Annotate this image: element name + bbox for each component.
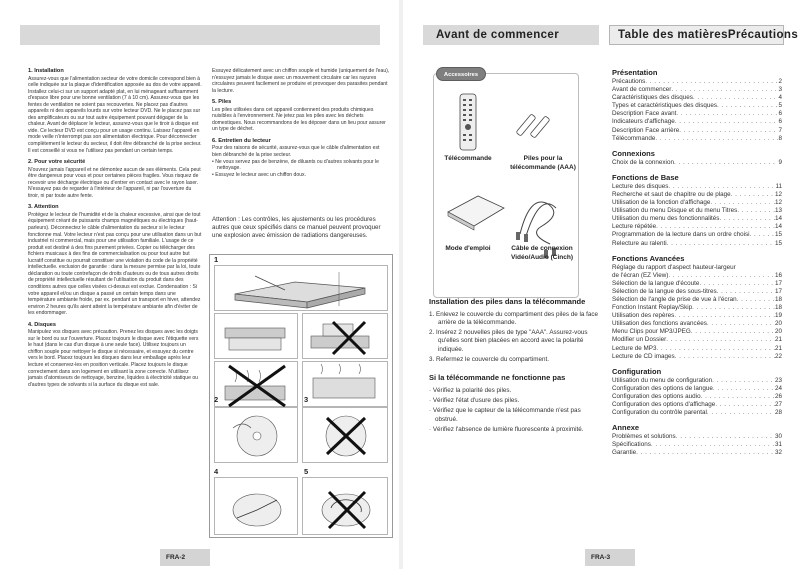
toc-entry-title: Spécifications — [612, 441, 651, 449]
toc-leader-dots — [675, 353, 775, 361]
toc-entry-page: 5 — [778, 102, 782, 110]
toc-leader-dots — [656, 223, 775, 231]
toc-leader-dots — [715, 401, 775, 409]
dvd-player-drawing — [215, 266, 389, 312]
toc-entry-title: Fonction Instant Replay/Skip — [612, 304, 693, 312]
toc-entry-title: Configuration des options audio — [612, 392, 701, 400]
accessory-caption-remote: Télécommande — [444, 155, 492, 162]
toc-entry[interactable] — [612, 191, 782, 199]
toc-entry[interactable] — [612, 183, 782, 191]
disc-handling-drawing — [215, 408, 299, 464]
toc-entry[interactable] — [612, 215, 782, 223]
toc-leader-dots — [710, 199, 775, 207]
laser-warning: Attention : Les contrôles, les ajustements ou les procédures autres que ceux spécifiés dans ce manuel peuvent provoquer une explosion avec émission de radiations dangereuses. — [212, 216, 381, 239]
precaution-heading: 2. Pour votre sécurité — [28, 159, 86, 166]
toc-entry[interactable] — [612, 240, 782, 248]
toc-leader-dots — [675, 118, 779, 126]
toc-entry[interactable] — [612, 86, 782, 94]
toc-leader-dots — [737, 296, 775, 304]
install-step: 1. Enlevez le couvercle du compartiment des piles de la face arrière de la télécommande. — [429, 310, 599, 326]
toc-entry[interactable] — [612, 118, 782, 126]
toc-entry-title: Utilisation du menu des fonctionnalités — [612, 215, 720, 223]
toc-section-heading: Annexe — [612, 423, 640, 433]
precaution-figures — [209, 254, 393, 538]
toc-leader-dots — [707, 409, 775, 417]
figure-number: 5 — [304, 467, 309, 476]
precaution-heading: 4. Disques — [28, 321, 56, 328]
toc-leader-dots — [667, 240, 775, 248]
toc-entry[interactable] — [612, 377, 782, 385]
precaution-heading: 5. Piles — [212, 99, 232, 106]
toc-leader-dots — [731, 191, 775, 199]
entretien-bullet: • Ne vous servez pas de benzène, de diluants ou d'autres solvants pour le nettoyage. — [212, 158, 379, 172]
toc-entry-page: 7 — [778, 126, 782, 134]
toc-entry-page: 14 — [774, 215, 782, 223]
toc-entry[interactable] — [612, 135, 782, 143]
toc-entry[interactable] — [612, 433, 782, 441]
toc-section-heading: Fonctions Avancées — [612, 253, 685, 263]
accessories-panel — [433, 73, 579, 298]
precautions-column-1 — [28, 68, 202, 388]
precaution-text: Manipulez vos disques avec précaution. Prenez les disques avec les doigts sur le bord ou sur l'ouverture. Placez toujours le disque avec l'étiquette vers le haut (dans le cas d'un disque à une seule face). Utilisez toujours un chiffon souple pour nettoyer le disque si nécessaire, et essuyez du centre vers le bord. Placez toujours les disques dans leur emballage après leur lecture et conservez-les en position verticale. Placez toujours le disque correctement dans son logement en utilisant la zone correcte. N'utilisez jamais d'atomiseurs de nettoyage, benzine, liquides à électricité statique ou d'autres types de solvants si la surface du disque est sale. — [28, 329, 199, 388]
toc-entry[interactable] — [612, 272, 782, 280]
toc-entry-page: 13 — [774, 207, 782, 215]
toc-entry-page: 32 — [774, 449, 782, 457]
toc-entry-title: Recherche et saut de chapitre ou de plage — [612, 190, 731, 198]
toc-entry-page: 16 — [774, 271, 782, 279]
toc-leader-dots — [676, 433, 775, 441]
toc-entry-page: 6 — [778, 118, 782, 126]
figure-1-top — [214, 265, 388, 311]
toc-entry[interactable] — [612, 207, 782, 215]
precautions-column-2 — [212, 68, 390, 178]
troubleshoot-check: · Vérifiez que le capteur de la télécommande n'est pas obstrué. — [429, 407, 581, 423]
toc-section-heading: Fonctions de Base — [612, 172, 679, 182]
precaution-text: Essuyez délicatement avec un chiffon souple et humide (uniquement de l'eau), n'essuyez jamais le disque avec un mouvement circulaire car les rayures circulaires peuvent facilement se produire et provoquer des parasites pendant la lecture. — [212, 68, 390, 94]
toc-entry-title: Lecture des disques — [612, 182, 669, 190]
figure-number: 2 — [214, 395, 219, 404]
toc-entry[interactable] — [612, 159, 782, 167]
troubleshoot-check: · Vérifiez l'état d'usure des piles. — [429, 397, 520, 405]
toc-entry[interactable] — [612, 409, 782, 417]
toc-entry[interactable] — [612, 393, 782, 401]
toc-leader-dots — [750, 231, 775, 239]
toc-entry-page: 17 — [774, 279, 782, 287]
toc-entry-title: Description Face avant — [612, 110, 677, 118]
entretien-bullet: • Essuyez le lecteur avec un chiffon doux. — [212, 171, 306, 178]
page-gutter — [399, 0, 403, 569]
figure-2 — [214, 407, 298, 463]
figure-number: 4 — [214, 467, 219, 476]
toc-entry-page: 15 — [774, 231, 782, 239]
toc-entry-title: Utilisation des repères — [612, 312, 675, 320]
toc-leader-dots — [719, 215, 775, 223]
toc-entry-title: Lecture de CD images — [612, 352, 675, 360]
toc-entry[interactable] — [612, 288, 782, 296]
toc-entry[interactable] — [612, 328, 782, 336]
accessory-caption-cable: Câble de connexion Vidéo/Audio (Cinch) — [511, 245, 573, 261]
toc-entry-title: Avant de commencer — [612, 86, 672, 94]
toc-entry-title: Configuration du contrôle parental — [612, 409, 707, 417]
toc-leader-dots — [713, 385, 775, 393]
figure-1b — [302, 313, 388, 359]
toc-entry-page: 18 — [774, 304, 782, 312]
toc-entry-title: Indicateurs d'affichage — [612, 118, 675, 126]
toc-leader-dots — [671, 86, 778, 94]
figure-4 — [214, 477, 298, 535]
toc-entry[interactable] — [612, 449, 782, 457]
toc-entry-page: 12 — [774, 199, 782, 207]
figure-1d — [302, 361, 388, 407]
toc-section-heading: Présentation — [612, 68, 658, 77]
toc-leader-dots — [666, 336, 775, 344]
toc-leader-dots — [636, 449, 775, 457]
toc-entry[interactable] — [612, 94, 782, 102]
toc-entry-page: 23 — [774, 376, 782, 384]
install-step: 3. Refermez le couvercle du compartiment. — [429, 355, 550, 363]
toc-entry[interactable] — [612, 102, 782, 110]
toc-leader-dots — [717, 102, 778, 110]
toc-leader-dots — [693, 94, 779, 102]
toc-entry-page: 17 — [774, 287, 782, 295]
toc-entry[interactable] — [612, 127, 782, 135]
accessories-label: Accessoires — [436, 67, 486, 81]
toc-entry[interactable] — [612, 401, 782, 409]
install-title: Installation des piles dans la télécommande — [429, 297, 586, 306]
toc-leader-dots — [699, 280, 775, 288]
toc-entry-page: 31 — [774, 441, 782, 449]
disc-cleaning-drawing — [215, 478, 299, 536]
toc-leader-dots — [717, 288, 775, 296]
toc-leader-dots — [655, 135, 778, 143]
precaution-text: Protégez le lecteur de l'humidité et de la chaleur excessive, ainsi que de tout équipement créant de puissants champs magnétiques ou électriques (haut-parleurs). Déconnectez le câble d'alimentation du secteur si le lecteur fonctionne mal. Votre lecteur n'est pas conçu pour une utilisation dans un but industriel ni commercial, mais pour une utilisation familiale. L'usage de ce produit est destiné à des fins purement privées. Copier ou télécharger des fichiers musicaux à des fins de commercialisation ou pour tout autre but lucratif constitue ou pourrait constituer une violation du code de la propriété intellectuelle. exclusion de garantie : dans la mesure permise par la loi, toute déclaration ou toute contrefaçon de droits d'auteurs ou de tous autres droits de propriété intellectuelle résultant de l'utilisation du produit dans des conditions autres que celles visées ci-dessus est exclue. Condensation : Si votre appareil et/ou un disque a passé un certain temps dans une température ambiante froide, par ex. pendant un transport en hiver, attendez environ 2 heures qu'ils aient atteint la température ambiante afin d'éviter de les endommager. — [28, 211, 202, 317]
toc-entry-title: Télécommande — [612, 134, 656, 142]
toc-leader-dots — [674, 312, 775, 320]
disc-prohibited-drawing — [303, 408, 389, 464]
toc-entry[interactable] — [612, 110, 782, 118]
precaution-text: Assurez-vous que l'alimentation secteur de votre domicile correspond bien à celle indiquée sur la plaque d'identification apposée au dos de votre appareil. Installez celui-ci sur un support adapté plat, en lui ménageant suffisamment d'espace libre pour une bonne ventilation (7 à 10 cm). Assurez-vous que les fentes de ventilation ne soient pas recouvertes. Ne placez pas d'autres appareils ni des appareils lourds sur votre lecteur DVD. Ne le placez pas sur des amplificateurs ou sur tout autre équipement pouvant dégager de la chaleur. Avant de déplacer le lecteur, assurez-vous que le tiroir à disque est vide. Ce lecteur DVD est conçu pour un usage continu. Laissez l'appareil en mode veille n'interrompt pas son alimentation électrique. Pour déconnecter complètement le lecteur du secteur, il doit être débranché de la prise secteur. Il est conseillé si vous ne l'utilisez pas pendant un certain temps. — [28, 75, 202, 154]
toc-entry-page: 21 — [774, 336, 782, 344]
toc-leader-dots — [737, 207, 775, 215]
battery-install-section — [429, 297, 599, 436]
toc-entry-title: Utilisation du menu Disque et du menu Titres — [612, 207, 738, 215]
figure-1c — [214, 361, 298, 407]
figure-5 — [302, 477, 388, 535]
toc-entry[interactable] — [612, 385, 782, 393]
toc-leader-dots — [645, 78, 778, 86]
figure-number: 1 — [214, 255, 219, 264]
toc-entry-title: Lecture répétée — [612, 223, 657, 231]
toc-leader-dots — [668, 183, 775, 191]
toc-leader-dots — [651, 441, 775, 449]
toc-entry-page: 9 — [778, 158, 782, 166]
toc-entry-page: 19 — [774, 312, 782, 320]
toc-entry-page: 15 — [774, 239, 782, 247]
toc-entry-page: 20 — [774, 320, 782, 328]
page-number-right: FRA-3 — [585, 549, 635, 566]
precaution-heading: 1. Installation — [28, 68, 64, 74]
troubleshoot-check: · Vérifiez la polarité des piles. — [429, 386, 512, 394]
toc-leader-dots — [668, 272, 775, 280]
figure-3 — [302, 407, 388, 463]
toc-entry-title: Sélection de la langue des sous-titres — [612, 287, 717, 295]
toc-entry-page: 21 — [774, 344, 782, 352]
header-bar-left — [20, 25, 380, 45]
toc-entry[interactable] — [612, 304, 782, 312]
toc-leader-dots — [674, 159, 779, 167]
figure-number: 3 — [304, 395, 309, 404]
toc-entry-page: 20 — [774, 328, 782, 336]
toc-entry-page: 26 — [774, 392, 782, 400]
toc-entry-page: 30 — [774, 433, 782, 441]
toc-leader-dots — [676, 110, 778, 118]
toc-entry-page: 28 — [774, 409, 782, 417]
toc-entry-title: Menu Clips pour MP3/JPEG — [612, 328, 691, 336]
install-step: 2. Insérez 2 nouvelles piles de type "AAA". Assurez-vous qu'elles sont bien placées en accord avec la polarité indiquée. — [429, 329, 588, 353]
figure-1a — [214, 313, 298, 359]
toc-entry[interactable] — [612, 78, 782, 86]
table-of-contents — [612, 68, 782, 457]
toc-entry-title: Types et caractéristiques des disques — [612, 102, 718, 110]
disc-wipe-prohibited-drawing — [303, 478, 389, 536]
toc-entry[interactable] — [612, 280, 782, 288]
toc-entry-page: 12 — [774, 190, 782, 198]
toc-entry[interactable] — [612, 336, 782, 344]
toc-entry-page: 6 — [778, 110, 782, 118]
toc-entry[interactable] — [612, 441, 782, 449]
page-number-left: FRA-2 — [160, 549, 210, 566]
precaution-heading: 6. Entretien du lecteur — [212, 137, 271, 144]
toc-entry-page: 18 — [774, 295, 782, 303]
ventilation-drawing — [303, 362, 389, 408]
toc-entry-title: Utilisation des fonctions avancées — [612, 320, 707, 328]
toc-entry[interactable] — [612, 296, 782, 304]
stacked-devices-drawing — [215, 314, 299, 360]
toc-entry-title: Utilisation du menu de configuration — [612, 376, 713, 384]
toc-entry-page: 8 — [778, 134, 782, 142]
section-title-toc: Table des matièresPrécautions — [618, 29, 799, 41]
toc-entry-title: de l'écran (EZ View) — [612, 271, 669, 279]
toc-leader-dots — [656, 345, 775, 353]
precaution-text: Les piles utilisées dans cet appareil contiennent des produits chimiques nuisibles à l'environnement. Ne jetez pas les piles avec les déchets domestiques. Nous recommandons de les déposer dans un lieu pour assurer un type de déchet. — [212, 106, 386, 133]
toc-entry-title: Lecture de MP3 — [612, 344, 657, 352]
toc-entry-page: 27 — [774, 401, 782, 408]
toc-entry-page: 3 — [778, 86, 782, 94]
toc-section-heading: Configuration — [612, 366, 662, 376]
accessory-caption-manual: Mode d'emploi — [445, 245, 491, 252]
toc-leader-dots — [707, 320, 775, 328]
heat-warning-drawing — [215, 362, 299, 408]
toc-entry-title: Choix de la connexion — [612, 158, 674, 166]
section-title-avant: Avant de commencer — [436, 29, 560, 41]
toc-leader-dots — [691, 328, 775, 336]
toc-leader-dots — [692, 304, 775, 312]
toc-entry-title: Programmation de la lecture dans un ordre choisi — [612, 231, 750, 239]
toc-entry[interactable] — [612, 231, 782, 239]
toc-entry-title: Relecture au ralenti — [612, 239, 667, 247]
toc-entry-page: 11 — [775, 182, 782, 190]
toc-entry-title: Sélection de la langue d'écoute — [612, 279, 700, 287]
precaution-text: Pour des raisons de sécurité, assurez-vous que le câble d'alimentation est bien débranché de la prise secteur. — [212, 145, 380, 159]
toc-entry-title: Problèmes et solutions — [612, 433, 676, 441]
toc-entry[interactable] — [612, 264, 782, 272]
toc-entry-page: 2 — [778, 78, 782, 85]
accessories-drawings — [434, 74, 580, 299]
toc-entry-page: 24 — [774, 384, 782, 392]
toc-entry-title: Configuration des options d'affichage — [612, 401, 716, 408]
toc-entry-title: Précautions — [612, 78, 646, 85]
toc-section-heading: Connexions — [612, 148, 655, 158]
toc-entry[interactable] — [612, 312, 782, 320]
toc-leader-dots — [701, 393, 775, 401]
prohibited-stack-drawing — [303, 314, 389, 360]
toc-entry[interactable] — [612, 199, 782, 207]
toc-entry-title: Sélection de l'angle de prise de vue à l'écran — [612, 295, 737, 303]
toc-entry[interactable] — [612, 345, 782, 353]
toc-entry-page: 22 — [774, 352, 782, 360]
toc-entry-title: Réglage du rapport d'aspect hauteur-largeur — [612, 263, 736, 271]
toc-entry-title: Utilisation de la fonction d'affichage — [612, 199, 711, 207]
toc-entry-title: Configuration des options de langue — [612, 384, 713, 392]
precaution-text: N'ouvrez jamais l'appareil et ne démontez aucun de ses éléments. Cela peut être dangereux pour vous et pour certaines pièces fragiles. Vous risquez de recevoir une décharge électrique ou d'entrer en contact avec le rayon laser. N'essayez pas de regarder à l'intérieur de l'appareil, ni par l'ouverture du tiroir, ni par toute autre fente. — [28, 166, 201, 199]
toc-entry-title: Caractéristiques des disques — [612, 94, 693, 102]
toc-leader-dots — [712, 377, 775, 385]
toc-entry-title: Modifier un Dossier — [612, 336, 667, 344]
toc-entry[interactable] — [612, 320, 782, 328]
toc-entry-title: Garantie — [612, 449, 637, 457]
toc-entry-title: Description Face arrière — [612, 126, 680, 134]
toc-leader-dots — [679, 127, 778, 135]
toc-entry[interactable] — [612, 223, 782, 231]
toc-entry[interactable] — [612, 353, 782, 361]
toc-entry-page: 14 — [774, 223, 782, 231]
troubleshoot-check: · Vérifiez l'absence de lumière fluorescente à proximité. — [429, 425, 584, 433]
toc-entry-page: 4 — [778, 94, 782, 102]
troubleshoot-title: Si la télécommande ne fonctionne pas — [429, 373, 566, 383]
precaution-heading: 3. Attention — [28, 204, 59, 211]
accessory-caption-batteries: Piles pour la télécommande (AAA) — [510, 155, 576, 171]
